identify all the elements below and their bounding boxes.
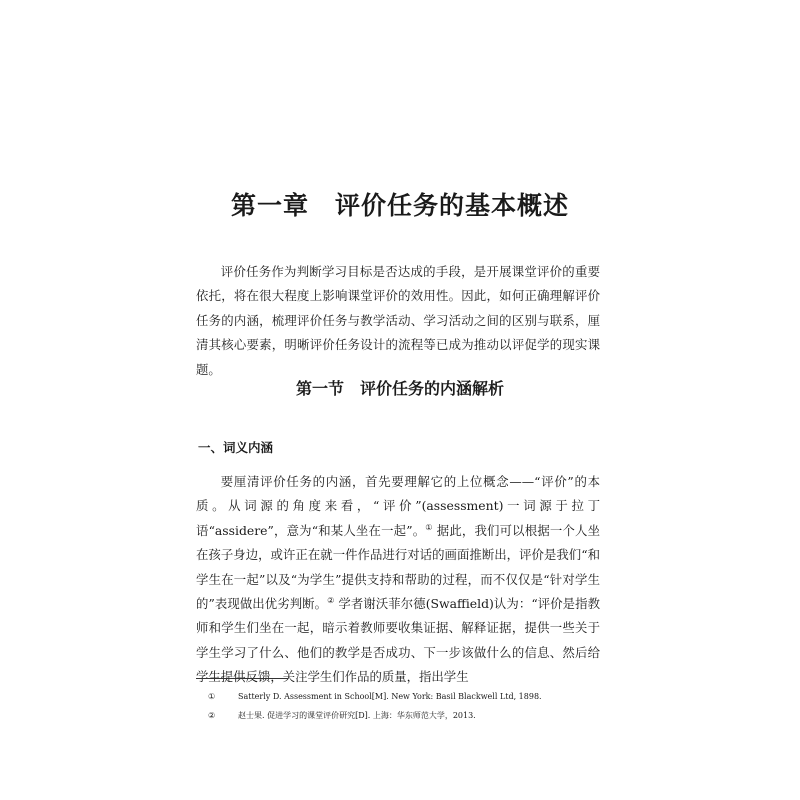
footnotes-list [208, 687, 608, 725]
footnote-text: 赵士果. 促进学习的课堂评价研究[D]. 上海：华东师范大学，2013. [238, 711, 476, 720]
footnote-ref-2: ② [327, 595, 335, 605]
footnote-item [208, 687, 608, 706]
section-title: 第一节 评价任务的内涵解析 [295, 379, 504, 398]
footnote-ref-1: ① [425, 522, 433, 532]
footnote-divider [196, 678, 288, 679]
footnote-text: Satterly D. Assessment in School[M]. New York: Basil Blackwell Ltd, 1898. [238, 692, 542, 701]
footnote-mark: ② [208, 711, 216, 720]
body-text-part-2: 据此，我们可以根据一个人坐在孩子身边，或许正在就一件作品进行对话的画面推断出，评价是我们“和学生在一起”以及“为学生”提供支持和帮助的过程，而不仅仅是“针对学生的”表现做出优劣判断。 [196, 522, 600, 612]
subsection-title: 一、词义内涵 [198, 440, 274, 455]
body-text-part-3: 学者谢沃菲尔德(Swaffield)认为：“评价是指教师和学生们坐在一起，暗示着教师要收集证据、解释证据，提供一些关于学生学习了什么、他们的教学是否成功、下一步该做什么的信息、然后给学生提供反馈，关注学生们作品的质量，指出学生 [196, 596, 601, 685]
body-text-part-1: 要厘清评价任务的内涵，首先要理解它的上位概念——“评价”的本质。从词源的角度来看，“评价”(assessment)一词源于拉丁语“assidere”，意为“和某人坐在一起”。 [196, 474, 600, 538]
footnote-mark: ① [208, 692, 216, 701]
chapter-title: 第一章 评价任务的基本概述 [230, 191, 569, 220]
footnote-item [208, 706, 608, 725]
body-paragraph [196, 470, 600, 690]
intro-paragraph: 评价任务作为判断学习目标是否达成的手段，是开展课堂评价的重要依托，将在很大程度上影响课堂评价的效用性。因此，如何正确理解评价任务的内涵，梳理评价任务与教学活动、学习活动之间的区别与联系，厘清其核心要素，明晰评价任务设计的流程等已成为推动以评促学的现实课题。 [196, 264, 600, 377]
